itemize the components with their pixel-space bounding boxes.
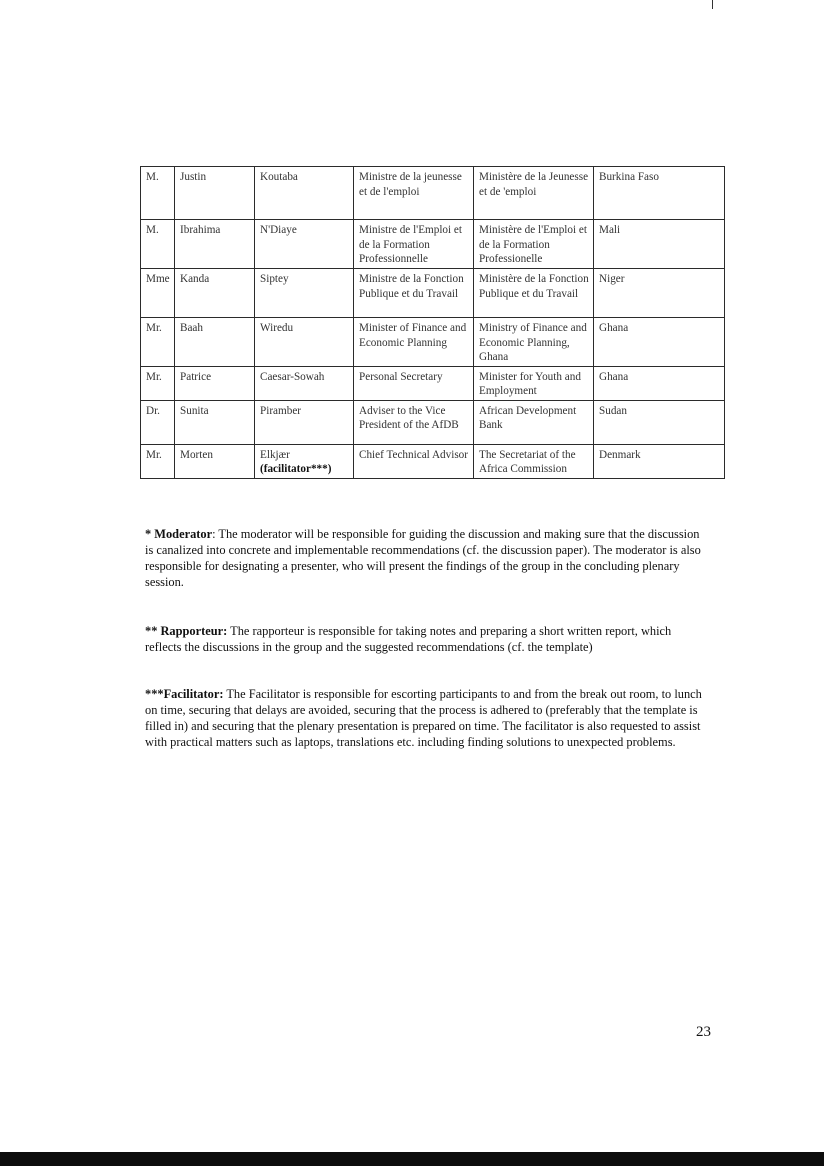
table-row <box>141 167 725 220</box>
cell-country: Ghana <box>594 318 725 367</box>
cell-first-name: Morten <box>175 444 255 478</box>
cell-position: Ministre de la Fonction Publique et du Travail <box>354 269 474 318</box>
cell-first-name: Kanda <box>175 269 255 318</box>
table-row <box>141 400 725 444</box>
cell-position: Personal Secretary <box>354 366 474 400</box>
cell-title: Mr. <box>141 444 175 478</box>
cell-organisation: Minister for Youth and Employment <box>474 366 594 400</box>
cell-organisation: Ministère de l'Emploi et de la Formation Professionelle <box>474 220 594 269</box>
table-row <box>141 220 725 269</box>
cell-organisation: The Secretariat of the Africa Commission <box>474 444 594 478</box>
cell-position: Chief Technical Advisor <box>354 444 474 478</box>
facilitator-text: The Facilitator is responsible for escorting participants to and from the break out room, to lunch on time, securing that delays are avoided, securing that the process is adhered to (preferably that the template is filled in) and securing that the plenary presentation is prepared on time. The facilitator is also requested to assist with practical matters such as laptops, translations etc. including finding solutions to unexpected problems. <box>145 687 702 749</box>
facilitator-note: (facilitator***) <box>260 463 332 475</box>
moderator-note <box>145 526 710 590</box>
cell-country: Ghana <box>594 366 725 400</box>
page-number: 23 <box>696 1024 711 1040</box>
cell-organisation: Ministère de la Fonction Publique et du Travail <box>474 269 594 318</box>
cell-title: M. <box>141 220 175 269</box>
table-row <box>141 318 725 367</box>
table-row <box>141 366 725 400</box>
cell-organisation: Ministère de la Jeunesse et de 'emploi <box>474 167 594 220</box>
rapporteur-note <box>145 623 710 655</box>
cell-country: Denmark <box>594 444 725 478</box>
scan-edge-mark <box>712 0 713 9</box>
cell-last-name: N'Diaye <box>255 220 354 269</box>
cell-first-name: Patrice <box>175 366 255 400</box>
cell-last-name: Wiredu <box>255 318 354 367</box>
cell-first-name: Ibrahima <box>175 220 255 269</box>
cell-country: Sudan <box>594 400 725 444</box>
moderator-label: * Moderator <box>145 527 213 541</box>
cell-last-name <box>255 444 354 478</box>
cell-last-name: Koutaba <box>255 167 354 220</box>
cell-organisation: Ministry of Finance and Economic Planning, Ghana <box>474 318 594 367</box>
participants-table <box>140 166 725 479</box>
cell-country: Burkina Faso <box>594 167 725 220</box>
cell-last-name: Caesar-Sowah <box>255 366 354 400</box>
moderator-text: : The moderator will be responsible for guiding the discussion and making sure that the discussion is canalized into concrete and implementable recommendations (cf. the discussion paper). The moderator is also responsible for designating a presenter, who will present the findings of the group in the concluding plenary session. <box>145 527 701 589</box>
cell-country: Niger <box>594 269 725 318</box>
cell-first-name: Baah <box>175 318 255 367</box>
rapporteur-label: ** Rapporteur: <box>145 624 228 638</box>
cell-position: Ministre de la jeunesse et de l'emploi <box>354 167 474 220</box>
cell-title: Mr. <box>141 318 175 367</box>
cell-last-name: Piramber <box>255 400 354 444</box>
facilitator-label: ***Facilitator: <box>145 687 224 701</box>
cell-organisation: African Development Bank <box>474 400 594 444</box>
cell-position: Adviser to the Vice President of the AfDB <box>354 400 474 444</box>
cell-first-name: Justin <box>175 167 255 220</box>
cell-title: Mr. <box>141 366 175 400</box>
cell-title: Mme <box>141 269 175 318</box>
cell-position: Ministre de l'Emploi et de la Formation Professionnelle <box>354 220 474 269</box>
cell-country: Mali <box>594 220 725 269</box>
last-name-text: Elkjær <box>260 448 290 461</box>
cell-title: Dr. <box>141 400 175 444</box>
table-row <box>141 444 725 478</box>
cell-title: M. <box>141 167 175 220</box>
scan-bottom-border <box>0 1152 824 1166</box>
cell-last-name: Siptey <box>255 269 354 318</box>
table-row <box>141 269 725 318</box>
facilitator-definition <box>145 686 710 750</box>
rapporteur-text: The rapporteur is responsible for taking notes and preparing a short written report, which reflects the discussions in the group and the suggested recommendations (cf. the template) <box>145 624 672 654</box>
cell-first-name: Sunita <box>175 400 255 444</box>
cell-position: Minister of Finance and Economic Planning <box>354 318 474 367</box>
